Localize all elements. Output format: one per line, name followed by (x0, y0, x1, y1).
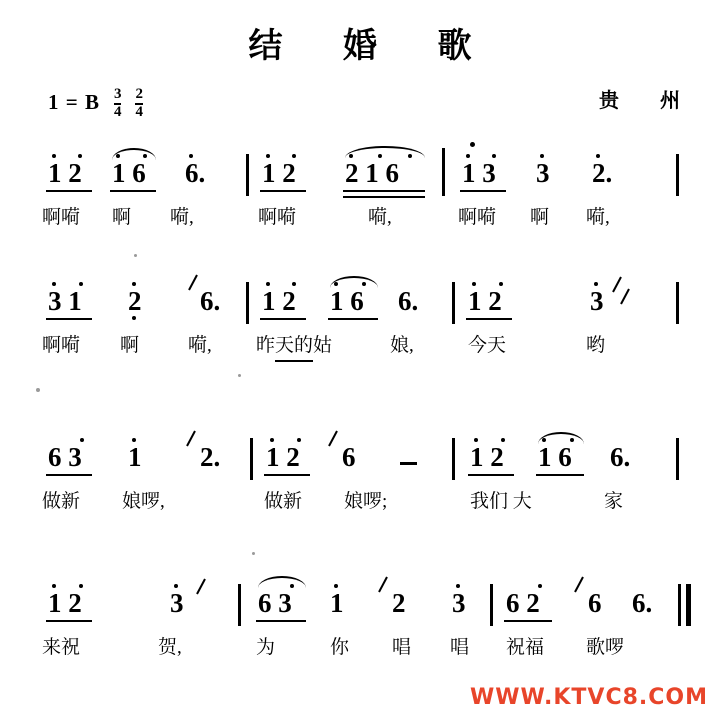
note-group: 1 6 (112, 158, 146, 188)
lyric-syllable: 祝福 (506, 637, 545, 658)
note-group: 2. (200, 442, 221, 472)
barline (246, 282, 249, 324)
staccato-dot (470, 142, 475, 147)
octave-dot (538, 584, 542, 588)
lyric-syllable: 今天 (468, 335, 507, 356)
octave-dot (334, 584, 338, 588)
barline (678, 584, 681, 626)
octave-dot (474, 438, 478, 442)
octave-dot (362, 282, 366, 286)
note-group: 1 3 (462, 158, 496, 188)
lyric-syllable: 贺, (158, 637, 182, 658)
meter-3-4: $\frac{3}{4}$ (113, 86, 122, 120)
scan-speck (252, 552, 255, 555)
octave-dot (456, 584, 460, 588)
beam (46, 190, 92, 192)
octave-dot (594, 282, 598, 286)
note-group: 3 1 (48, 286, 82, 316)
lyric-syllable: 哟 (586, 335, 606, 356)
music-system-2 (0, 268, 720, 378)
key-signature (48, 86, 143, 120)
lyric-syllable: 为 (256, 637, 276, 658)
lyric-syllable: 嗬, (170, 207, 194, 228)
lyric-syllable: 啊 (530, 207, 550, 228)
grace-slash (574, 577, 584, 593)
lyric-syllable: 嗬, (188, 335, 212, 356)
note-group: 6. (398, 286, 419, 316)
barline (676, 154, 679, 196)
barline (238, 584, 241, 626)
note-group: 6. (632, 588, 653, 618)
key-signature-label: 1 = B (48, 90, 100, 115)
final-barline (686, 584, 691, 626)
octave-dot (266, 282, 270, 286)
barline (452, 282, 455, 324)
octave-dot (499, 282, 503, 286)
note-group: 1 2 (266, 442, 300, 472)
octave-dot (132, 282, 136, 286)
slur (345, 146, 425, 158)
lyric-syllable: 啊嗬 (458, 207, 497, 228)
note-group: 2 (392, 588, 406, 618)
note-group: 1 6 (538, 442, 572, 472)
note-group: 1 (128, 442, 142, 472)
octave-dot (466, 154, 470, 158)
note-group: 1 6 (330, 286, 364, 316)
beam (46, 474, 92, 476)
octave-dot (79, 282, 83, 286)
scan-speck (134, 254, 137, 257)
beam (466, 318, 512, 320)
octave-dot (408, 154, 412, 158)
lyric-syllable: 歌啰 (586, 637, 625, 658)
beam (536, 474, 584, 476)
beam (260, 318, 306, 320)
beam (460, 190, 506, 192)
octave-dot (292, 154, 296, 158)
grace-slash (620, 289, 630, 305)
grace-slash (328, 431, 338, 447)
scan-speck (238, 374, 241, 377)
lyric-syllable: 啊 (112, 207, 132, 228)
scan-speck (36, 388, 40, 392)
octave-dot (266, 154, 270, 158)
beam (343, 190, 425, 192)
octave-dot (542, 438, 546, 442)
note-group: 2 (128, 286, 142, 316)
lyric-syllable: 啊嗬 (258, 207, 297, 228)
page-title: 结 婚 歌 (248, 28, 498, 65)
note-group: 6 3 (48, 442, 82, 472)
octave-dot (334, 282, 338, 286)
octave-dot (492, 154, 496, 158)
barline (490, 584, 493, 626)
grace-slash (196, 579, 206, 595)
octave-dot (292, 282, 296, 286)
note-group: 6. (200, 286, 221, 316)
note-group: 1 (330, 588, 344, 618)
octave-dot (349, 154, 353, 158)
grace-slash (612, 277, 622, 293)
meter-2-4: $\frac{2}{4}$ (135, 86, 143, 120)
note-group: 1 2 (468, 286, 502, 316)
octave-dot (570, 438, 574, 442)
barline (452, 438, 455, 480)
barline (250, 438, 253, 480)
octave-dot (79, 584, 83, 588)
octave-dot (378, 154, 382, 158)
barline (442, 148, 445, 196)
lyric-syllable: 你 (330, 637, 350, 658)
lyric-syllable: 嗬, (586, 207, 610, 228)
note-group: 3 (590, 286, 604, 316)
lyric-syllable: 昨天的姑 (256, 335, 333, 356)
note-group: 2. (592, 158, 613, 188)
barline (676, 282, 679, 324)
lyric-row-4 (0, 632, 720, 666)
lyric-row-2 (0, 330, 720, 364)
octave-dot (116, 154, 120, 158)
octave-dot (78, 154, 82, 158)
composer-region: 贵 州 (599, 90, 698, 112)
beam (46, 318, 92, 320)
note-group: 6 3 (258, 588, 292, 618)
octave-dot (143, 154, 147, 158)
octave-dot (596, 154, 600, 158)
notes-row-2 (0, 268, 720, 330)
beam (46, 620, 92, 622)
note-group: 6. (185, 158, 206, 188)
beam (343, 196, 425, 198)
notes-row-1 (0, 140, 720, 202)
watermark (470, 685, 708, 710)
beam (110, 190, 156, 192)
lyric-syllable: 啊嗬 (42, 207, 81, 228)
slur (258, 576, 306, 588)
note-group: 3 (536, 158, 550, 188)
note-group: 6 2 (506, 588, 540, 618)
octave-dot (501, 438, 505, 442)
note-group: 1 2 (48, 588, 82, 618)
lyric-syllable: 娘, (390, 335, 414, 356)
beam (504, 620, 552, 622)
lyric-syllable: 做新 (264, 491, 303, 512)
beam (256, 620, 306, 622)
sustain-dash (400, 462, 417, 465)
note-group: 2 1 6 (345, 158, 399, 188)
note-group: 1 2 (262, 286, 296, 316)
grace-slash (186, 431, 196, 447)
lyric-syllable: 我们 大 (470, 491, 532, 512)
lyric-underline (275, 360, 313, 362)
beam (260, 190, 306, 192)
octave-dot (174, 584, 178, 588)
grace-slash (378, 577, 388, 593)
octave-dot (297, 438, 301, 442)
barline (246, 154, 249, 196)
lyric-syllable: 来祝 (42, 637, 81, 658)
note-group: 6 (588, 588, 602, 618)
octave-dot (189, 154, 193, 158)
music-system-3 (0, 424, 720, 534)
octave-dot (290, 584, 294, 588)
lyric-syllable: 做新 (42, 491, 81, 512)
lyric-syllable: 唱 (450, 637, 470, 658)
lyric-syllable: 家 (604, 491, 624, 512)
lyric-syllable: 啊 (120, 335, 140, 356)
octave-dot-low (132, 316, 136, 320)
notes-row-4 (0, 570, 720, 632)
lyric-syllable: 唱 (392, 637, 412, 658)
beam (264, 474, 310, 476)
octave-dot (52, 154, 56, 158)
note-group: 6. (610, 442, 631, 472)
octave-dot (132, 438, 136, 442)
notes-row-3 (0, 424, 720, 486)
lyric-syllable: 娘啰, (122, 491, 165, 512)
lyric-row-3 (0, 486, 720, 520)
octave-dot (540, 154, 544, 158)
lyric-row-1 (0, 202, 720, 236)
octave-dot (270, 438, 274, 442)
lyric-syllable: 娘啰; (344, 491, 388, 512)
note-group: 3 (452, 588, 466, 618)
note-group: 1 2 (262, 158, 296, 188)
octave-dot (80, 438, 84, 442)
music-system-4 (0, 570, 720, 680)
octave-dot (52, 584, 56, 588)
beam (468, 474, 514, 476)
grace-slash (188, 275, 198, 291)
note-group: 6 (342, 442, 356, 472)
beam (328, 318, 378, 320)
note-group: 1 2 (470, 442, 504, 472)
barline (676, 438, 679, 480)
lyric-syllable: 啊嗬 (42, 335, 81, 356)
octave-dot (52, 282, 56, 286)
note-group: 1 2 (48, 158, 82, 188)
watermark-text: WWW.KTVC8.COM (470, 685, 708, 710)
lyric-syllable: 嗬, (368, 207, 392, 228)
octave-dot (472, 282, 476, 286)
music-system-1 (0, 140, 720, 250)
note-group: 3 (170, 588, 184, 618)
